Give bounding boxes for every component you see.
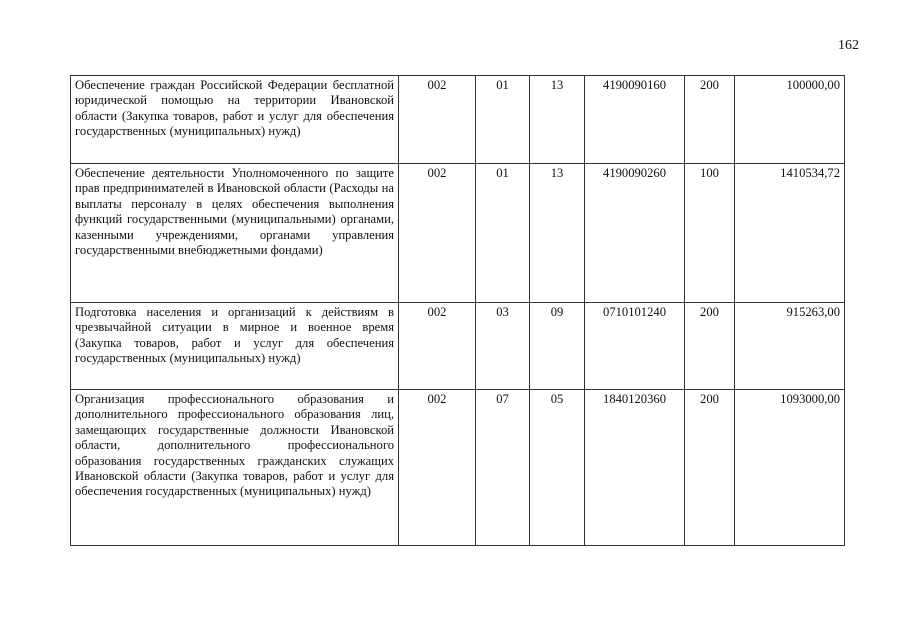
row-glav-code: 002 bbox=[399, 164, 476, 303]
row-expense-type-code: 100 bbox=[685, 164, 735, 303]
row-section-code: 07 bbox=[476, 390, 530, 546]
row-expense-type-code: 200 bbox=[685, 303, 735, 390]
table-row bbox=[71, 164, 845, 303]
row-target-article-code: 0710101240 bbox=[585, 303, 685, 390]
row-section-code: 01 bbox=[476, 164, 530, 303]
row-expense-type-code: 200 bbox=[685, 390, 735, 546]
row-subsection-code: 13 bbox=[530, 76, 585, 164]
table-row bbox=[71, 390, 845, 546]
row-section-code: 03 bbox=[476, 303, 530, 390]
budget-table bbox=[70, 75, 845, 546]
table-row bbox=[71, 76, 845, 164]
row-amount: 1093000,00 bbox=[735, 390, 845, 546]
row-description: Подготовка населения и организаций к действиям в чрезвычайной ситуации в мирное и военное время (Закупка товаров, работ и услуг для обеспечения государственных (муниципальных) нужд) bbox=[71, 303, 399, 390]
row-subsection-code: 05 bbox=[530, 390, 585, 546]
row-description: Обеспечение деятельности Уполномоченного по защите прав предпринимателей в Ивановской области (Расходы на выплаты персоналу в целях обеспечения выполнения функций государственными (муниципальными) органами, казенными учреждениями, органами управления государственными внебюджетными фондами) bbox=[71, 164, 399, 303]
row-expense-type-code: 200 bbox=[685, 76, 735, 164]
row-subsection-code: 13 bbox=[530, 164, 585, 303]
page-number: 162 bbox=[838, 38, 859, 53]
row-glav-code: 002 bbox=[399, 390, 476, 546]
row-amount: 100000,00 bbox=[735, 76, 845, 164]
row-glav-code: 002 bbox=[399, 303, 476, 390]
row-target-article-code: 1840120360 bbox=[585, 390, 685, 546]
row-target-article-code: 4190090160 bbox=[585, 76, 685, 164]
row-description: Организация профессионального образования и дополнительного профессионального образования лиц, замещающих государственные должности Ивановской области, дополнительного профессионального образования государственных гражданских служащих Ивановской области (Закупка товаров, работ и услуг для обеспечения государственных (муниципальных) нужд) bbox=[71, 390, 399, 546]
row-glav-code: 002 bbox=[399, 76, 476, 164]
row-description: Обеспечение граждан Российской Федерации бесплатной юридической помощью на территории Ивановской области (Закупка товаров, работ и услуг для обеспечения государственных (муниципальных) нужд) bbox=[71, 76, 399, 164]
row-section-code: 01 bbox=[476, 76, 530, 164]
row-subsection-code: 09 bbox=[530, 303, 585, 390]
row-amount: 1410534,72 bbox=[735, 164, 845, 303]
table-row bbox=[71, 303, 845, 390]
row-amount: 915263,00 bbox=[735, 303, 845, 390]
row-target-article-code: 4190090260 bbox=[585, 164, 685, 303]
